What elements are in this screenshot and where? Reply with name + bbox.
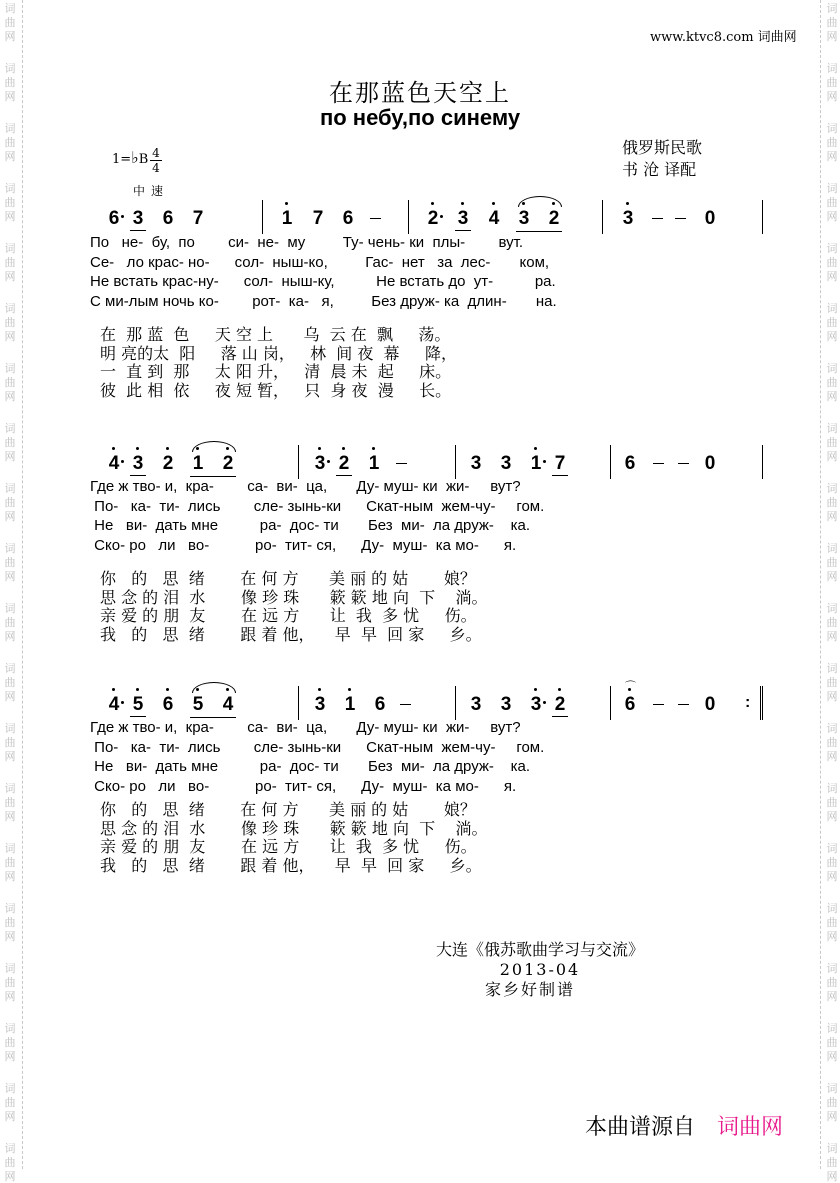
watermark-char: 网 [4, 570, 16, 583]
watermark-char: 网 [4, 1050, 16, 1063]
octave-dot [112, 688, 115, 691]
watermark-char: 词 [4, 662, 16, 675]
note: 0 [704, 453, 716, 474]
watermark-char: 网 [826, 870, 838, 883]
notation-system-1 [100, 200, 770, 236]
augmentation-dot [121, 701, 124, 704]
octave-dot [461, 202, 464, 205]
note: 6 [622, 694, 638, 716]
note: 1 [190, 453, 206, 475]
sustain-dash [396, 463, 407, 464]
watermark-char: 词 [4, 122, 16, 135]
notation-system-3 [100, 681, 770, 722]
octave-dot [318, 688, 321, 691]
note: 3 [470, 453, 482, 474]
watermark-char: 曲 [826, 316, 838, 329]
watermark-char: 曲 [4, 196, 16, 209]
octave-dot [136, 447, 139, 450]
note: 4 [220, 694, 236, 716]
brand-link[interactable]: 词曲网 [717, 1115, 784, 1140]
barline [455, 445, 456, 479]
watermark-char: 曲 [826, 436, 838, 449]
footer-author: 家乡好制谱 [484, 980, 575, 999]
octave-dot [166, 447, 169, 450]
notation-system-2 [100, 445, 770, 481]
watermark-char: 曲 [826, 16, 838, 29]
watermark-char: 词 [4, 482, 16, 495]
note: 3 [312, 453, 328, 475]
watermark-char: 网 [826, 210, 838, 223]
watermark-char: 曲 [4, 256, 16, 269]
russian-lyric-line: Не встать крас-ну- сол- ныш-ку, Не встать до ут- ра. [90, 273, 556, 290]
note: 1 [279, 208, 295, 230]
octave-dot [166, 688, 169, 691]
watermark-char: 网 [4, 990, 16, 1003]
watermark-char: 网 [4, 630, 16, 643]
watermark-char: 词 [4, 362, 16, 375]
watermark-char: 曲 [826, 76, 838, 89]
octave-dot [558, 688, 561, 691]
barline [298, 445, 299, 479]
watermark-char: 词 [4, 962, 16, 975]
sustain-dash [653, 463, 664, 464]
watermark-char: 网 [4, 270, 16, 283]
note: 4 [106, 694, 122, 716]
note: 6 [342, 208, 354, 229]
tempo-marking: 中速 [133, 184, 170, 198]
watermark-char: 网 [826, 990, 838, 1003]
octave-dot [318, 447, 321, 450]
chinese-lyric-line: 亲 爱 的 朋 友 在 远 方 让 我 多 忧 伤。 [100, 837, 477, 856]
watermark-char: 曲 [4, 976, 16, 989]
watermark-char: 词 [826, 722, 838, 735]
watermark-char: 词 [4, 542, 16, 555]
watermark-char: 网 [826, 90, 838, 103]
watermark-char: 词 [826, 482, 838, 495]
barline [262, 200, 263, 234]
russian-lyric-line: Где ж тво- и, кра- са- ви- ца, Ду- муш- ки жи- вут? [90, 719, 521, 736]
note: 2 [552, 694, 568, 717]
watermark-char: 网 [4, 390, 16, 403]
russian-lyric-line: Не ви- дать мне ра- дос- ти Без ми- ла друж- ка. [90, 517, 530, 534]
watermark-char: 曲 [826, 496, 838, 509]
watermark-char: 网 [826, 390, 838, 403]
augmentation-dot [121, 215, 124, 218]
watermark-char: 网 [4, 1110, 16, 1123]
song-title-russian: по небу,по синему [319, 105, 521, 130]
site-watermark: www.ktvc8.com 词曲网 [650, 30, 797, 45]
note: 4 [486, 208, 502, 230]
watermark-char: 网 [4, 870, 16, 883]
watermark-char: 网 [826, 1110, 838, 1123]
sustain-dash [653, 704, 664, 705]
chinese-lyric-line: 明 亮的太 阳 落 山 岗， 林 间 夜 幕 降， [100, 343, 457, 363]
watermark-char: 词 [826, 2, 838, 15]
watermark-char: 词 [826, 1022, 838, 1035]
watermark-char: 词 [826, 62, 838, 75]
barline [298, 686, 299, 720]
watermark-char: 网 [826, 1050, 838, 1063]
watermark-char: 网 [826, 630, 838, 643]
sustain-dash [400, 704, 411, 705]
watermark-char: 词 [826, 1082, 838, 1095]
watermark-char: 网 [4, 1170, 16, 1183]
watermark-char: 词 [4, 1142, 16, 1155]
note: 2 [336, 453, 352, 476]
watermark-char: 词 [826, 842, 838, 855]
watermark-char: 词 [826, 902, 838, 915]
fermata-icon: ⌒ [625, 681, 636, 693]
note: 1 [366, 453, 382, 475]
watermark-char: 词 [4, 182, 16, 195]
note: 0 [704, 208, 716, 229]
note: 3 [500, 694, 512, 715]
watermark-char: 曲 [826, 976, 838, 989]
watermark-char: 曲 [826, 1096, 838, 1109]
flat-icon: ♭ [131, 148, 139, 167]
watermark-char: 曲 [826, 136, 838, 149]
watermark-char: 词 [826, 962, 838, 975]
key-note: B [138, 152, 149, 167]
note: 3 [312, 694, 328, 716]
watermark-char: 网 [4, 690, 16, 703]
watermark-char: 网 [4, 450, 16, 463]
watermark-char: 曲 [4, 856, 16, 869]
watermark-char: 网 [826, 690, 838, 703]
octave-dot [372, 447, 375, 450]
source-attribution [585, 1110, 783, 1141]
left-watermark-strip [0, 0, 23, 1183]
augmentation-dot [440, 215, 443, 218]
watermark-char: 词 [4, 302, 16, 315]
watermark-char: 曲 [826, 376, 838, 389]
origin-label: 俄罗斯民歌 [622, 138, 703, 157]
note: 3 [500, 453, 512, 474]
watermark-char: 曲 [4, 496, 16, 509]
tie-arc [518, 196, 562, 207]
note: 2 [160, 453, 176, 475]
watermark-char: 词 [826, 302, 838, 315]
tie-arc [192, 441, 236, 452]
chinese-lyric-line: 彼 此 相 依 夜 短 暂， 只 身 夜 漫 长。 [100, 380, 452, 400]
watermark-char: 网 [826, 750, 838, 763]
watermark-char: 词 [826, 1142, 838, 1155]
russian-lyric-line: Се- ло крас- но- сол- ныш-ко, Гас- нет за лес- ком, [90, 253, 550, 271]
song-title-chinese: 在那蓝色天空上 [329, 79, 511, 107]
sustain-dash [678, 704, 689, 705]
watermark-char: 曲 [4, 916, 16, 929]
octave-dot [285, 202, 288, 205]
note: 5 [190, 694, 206, 716]
repeat-sign: : [745, 694, 751, 711]
note: 1 [528, 453, 544, 475]
watermark-char: 词 [4, 782, 16, 795]
watermark-char: 曲 [826, 1036, 838, 1049]
watermark-char: 网 [4, 810, 16, 823]
octave-dot [534, 688, 537, 691]
note: 2 [425, 208, 441, 230]
watermark-char: 网 [826, 450, 838, 463]
key-label: 1= [112, 152, 132, 167]
time-top: 4 [152, 146, 160, 160]
watermark-char: 网 [4, 90, 16, 103]
note: 3 [130, 208, 146, 231]
watermark-char: 曲 [4, 736, 16, 749]
watermark-char: 词 [4, 842, 16, 855]
octave-dot [342, 447, 345, 450]
augmentation-dot [543, 460, 546, 463]
russian-lyric-line: Где ж тво- и, кра- са- ви- ца, Ду- муш- ки жи- вут? [90, 478, 521, 495]
final-barline [760, 686, 766, 720]
chinese-lyric-line: 我 的 思 绪 跟 着 他， 早 早 回 家 乡。 [100, 855, 482, 875]
russian-lyric-line: Ско- ро ли во- ро- тит- ся, Ду- муш- ка мо- я. [90, 536, 517, 554]
time-signature [150, 146, 162, 175]
watermark-char: 网 [826, 570, 838, 583]
sustain-dash [675, 218, 686, 219]
russian-lyric-line: Ско- ро ли во- ро- тит- ся, Ду- муш- ка мо- я. [90, 777, 517, 795]
source-prefix: 本曲谱源自 [585, 1115, 696, 1140]
watermark-char: 曲 [826, 856, 838, 869]
note: 6 [160, 694, 176, 716]
watermark-char: 词 [826, 602, 838, 615]
chinese-lyric-line: 你 的 思 绪 在 何 方 美 丽 的 姑 娘？ [100, 800, 476, 819]
watermark-char: 词 [4, 1082, 16, 1095]
chinese-lyric-line: 你 的 思 绪 在 何 方 美 丽 的 姑 娘？ [100, 569, 476, 588]
watermark-char: 曲 [826, 616, 838, 629]
right-watermark-strip [820, 0, 840, 1183]
footer-credits [380, 940, 700, 1000]
watermark-char: 网 [4, 210, 16, 223]
watermark-char: 词 [826, 362, 838, 375]
credits [622, 137, 702, 181]
note: 6 [108, 208, 120, 229]
watermark-char: 曲 [4, 1036, 16, 1049]
russian-lyric-line: По- ка- ти- лись сле- зынь-ки Скат-ным жем-чу- гом. [90, 738, 545, 756]
barline [610, 686, 611, 720]
note: 3 [620, 208, 636, 230]
watermark-char: 曲 [4, 676, 16, 689]
augmentation-dot [121, 460, 124, 463]
note: 6 [162, 208, 174, 229]
watermark-char: 网 [4, 330, 16, 343]
beam [190, 717, 236, 718]
tie-arc [192, 682, 236, 693]
watermark-char: 曲 [4, 136, 16, 149]
octave-dot [348, 688, 351, 691]
russian-lyric-line: Не ви- дать мне ра- дос- ти Без ми- ла друж- ка. [90, 758, 530, 775]
watermark-char: 曲 [826, 1156, 838, 1169]
watermark-char: 词 [826, 782, 838, 795]
russian-lyric-line: С ми-лым ночь ко- рот- ка- я, Без друж- ка длин- на. [90, 292, 557, 310]
watermark-char: 词 [4, 422, 16, 435]
note: 2 [546, 208, 562, 230]
footer-source-book: 大连《俄苏歌曲学习与交流》 [435, 940, 644, 959]
watermark-char: 词 [4, 902, 16, 915]
watermark-char: 词 [4, 242, 16, 255]
arranger-label: 书 沧 译配 [622, 160, 697, 179]
sustain-dash [678, 463, 689, 464]
watermark-char: 词 [4, 722, 16, 735]
barline [762, 445, 763, 479]
watermark-char: 网 [4, 750, 16, 763]
watermark-char: 曲 [826, 556, 838, 569]
watermark-char: 网 [4, 150, 16, 163]
barline [408, 200, 409, 234]
chinese-lyric-line: 思 念 的 泪 水 像 珍 珠 簌 簌 地 向 下 淌。 [100, 587, 488, 607]
octave-dot [431, 202, 434, 205]
octave-dot [112, 447, 115, 450]
octave-dot [492, 202, 495, 205]
octave-dot [626, 202, 629, 205]
watermark-char: 词 [826, 662, 838, 675]
watermark-char: 词 [826, 542, 838, 555]
watermark-char: 曲 [4, 1156, 16, 1169]
chinese-lyric-line: 在 那 蓝 色 天 空 上 乌 云 在 飘 荡。 [100, 325, 451, 344]
footer-date: 2013-04 [499, 960, 581, 979]
barline [610, 445, 611, 479]
watermark-char: 曲 [826, 916, 838, 929]
watermark-char: 曲 [826, 676, 838, 689]
watermark-char: 词 [4, 602, 16, 615]
note: 2 [220, 453, 236, 475]
watermark-char: 网 [826, 30, 838, 43]
note: 7 [312, 208, 324, 229]
watermark-char: 网 [4, 30, 16, 43]
watermark-char: 曲 [4, 1096, 16, 1109]
note: 5 [130, 694, 146, 717]
note: 3 [516, 208, 532, 230]
note: 3 [455, 208, 471, 231]
chinese-lyric-line: 思 念 的 泪 水 像 珍 珠 簌 簌 地 向 下 淌。 [100, 818, 488, 838]
watermark-char: 网 [826, 1170, 838, 1183]
watermark-char: 网 [4, 930, 16, 943]
time-bottom: 4 [152, 161, 160, 175]
barline [762, 200, 763, 234]
note: 6 [624, 453, 636, 474]
watermark-char: 网 [826, 930, 838, 943]
watermark-char: 曲 [826, 196, 838, 209]
watermark-char: 网 [826, 330, 838, 343]
note: 3 [470, 694, 482, 715]
watermark-char: 曲 [4, 316, 16, 329]
note: 1 [342, 694, 358, 716]
russian-lyric-line: По не- бу, по си- не- му Ту- чень- ки плы- вут. [90, 234, 523, 251]
watermark-char: 词 [826, 422, 838, 435]
octave-dot [136, 688, 139, 691]
watermark-char: 网 [826, 150, 838, 163]
note: 7 [552, 453, 568, 476]
sustain-dash [370, 218, 381, 219]
chinese-lyric-line: 亲 爱 的 朋 友 在 远 方 让 我 多 忧 伤。 [100, 606, 477, 625]
note: 6 [374, 694, 386, 715]
chinese-lyric-line: 一 直 到 那 太 阳 升， 清 晨 未 起 床。 [100, 362, 452, 381]
augmentation-dot [327, 460, 330, 463]
watermark-char: 网 [826, 270, 838, 283]
watermark-char: 曲 [826, 736, 838, 749]
watermark-char: 曲 [4, 16, 16, 29]
watermark-char: 词 [4, 1022, 16, 1035]
augmentation-dot [543, 701, 546, 704]
barline [455, 686, 456, 720]
watermark-char: 曲 [4, 796, 16, 809]
watermark-char: 曲 [4, 376, 16, 389]
watermark-char: 网 [4, 510, 16, 523]
watermark-char: 网 [826, 510, 838, 523]
key-signature [112, 148, 148, 167]
watermark-char: 曲 [826, 796, 838, 809]
chinese-lyric-line: 我 的 思 绪 跟 着 他， 早 早 回 家 乡。 [100, 624, 482, 644]
note: 3 [528, 694, 544, 716]
watermark-char: 词 [826, 242, 838, 255]
watermark-char: 词 [826, 122, 838, 135]
beam [516, 231, 562, 232]
note: 0 [704, 694, 716, 715]
watermark-char: 曲 [4, 436, 16, 449]
watermark-char: 词 [4, 62, 16, 75]
note: 7 [192, 208, 204, 229]
watermark-char: 曲 [4, 616, 16, 629]
note: 3 [130, 453, 146, 476]
sustain-dash [652, 218, 663, 219]
watermark-char: 词 [4, 2, 16, 15]
watermark-char: 词 [826, 182, 838, 195]
watermark-char: 曲 [826, 256, 838, 269]
watermark-char: 网 [826, 810, 838, 823]
watermark-char: 曲 [4, 556, 16, 569]
note: 4 [106, 453, 122, 475]
russian-lyric-line: По- ка- ти- лись сле- зынь-ки Скат-ным жем-чу- гом. [90, 497, 545, 515]
octave-dot [534, 447, 537, 450]
barline [602, 200, 603, 234]
beam [190, 476, 236, 477]
watermark-char: 曲 [4, 76, 16, 89]
